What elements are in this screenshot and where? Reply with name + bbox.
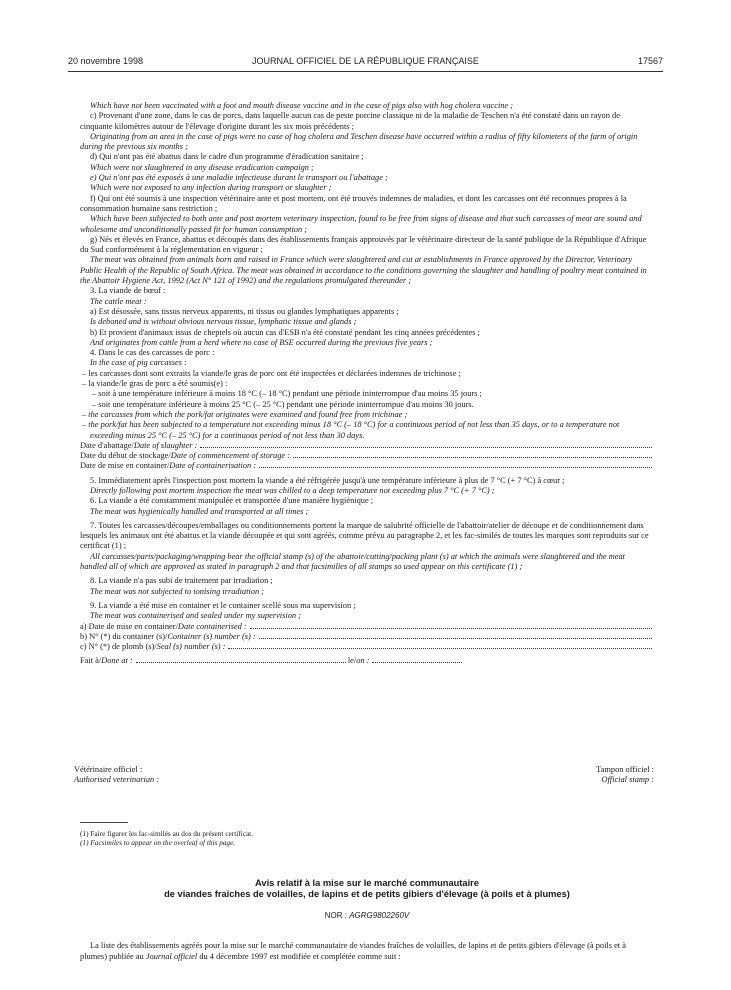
field-label: c) N° (*) de plomb (s)/ (80, 642, 157, 652)
done-at-field[interactable] (80, 656, 654, 666)
official-stamp-block (596, 765, 654, 786)
field-label: Date d'abattage/ (80, 440, 134, 450)
paragraph: Which have been subjected to both ante and post mortem veterinary inspection, found to be free from signs of disease and that such carcasses of meat are sound and wholesome and unconditionally passed fit for human consumption ; (80, 214, 642, 234)
field-label-en: Date of containerisation : (169, 461, 257, 471)
page-header (68, 56, 663, 70)
nor-label: NOR : (324, 911, 347, 920)
dotted-fill-line (293, 457, 652, 458)
section-heading: 3. La viande de bœuf : (90, 286, 166, 296)
notice-title-line: Avis relatif à la mise sur le marché communautaire (255, 878, 479, 888)
containerisation-date-field[interactable] (80, 461, 654, 471)
notice-text: La liste des établissements agréés pour la mise sur le marché communautaire de viandes fraîches de volailles, de lapins et de petits gibiers d'élevage (à poils et à plumes) publiée au (80, 941, 626, 961)
notice-text: du 4 décembre 1997 est modifiée et complétée comme suit : (197, 951, 401, 961)
header-journal-title: JOURNAL OFFICIEL DE LA RÉPUBLIQUE FRANÇAISE (252, 56, 479, 66)
section-heading: 4. Dans le cas des carcasses de porc : (90, 348, 215, 358)
paragraph: Is deboned and is without obvious nervous tissue, lymphatic tissue and glands ; (90, 317, 357, 327)
container-number-field[interactable] (80, 632, 654, 642)
field-label-en: Date containerised : (177, 621, 247, 631)
field-label-en: Container (s) number (s) : (167, 631, 256, 641)
field-label-en: Seal (s) number (s) : (156, 642, 226, 652)
seal-number-field[interactable] (80, 642, 654, 652)
paragraph: 6. La viande a été constamment manipulée et transportée d'une manière hygiénique ; (90, 496, 374, 506)
dotted-fill-line (259, 467, 652, 468)
field-label-en: Done at : (101, 656, 133, 666)
list-item: – les carcasses dont sont extraits la viande/le gras de porc ont été inspectées et déclarées indemnes de trichinose ; (82, 368, 461, 378)
dotted-fill-line (136, 662, 346, 663)
paragraph: 9. La viande a été mise en container et le container scellé sous ma supervision ; (90, 600, 356, 610)
stamp-label: Tampon officiel : (596, 765, 654, 774)
dotted-fill-line (259, 638, 652, 639)
dotted-fill-line (228, 648, 652, 649)
paragraph: b) Et provient d'animaux issus de cheptels où aucun cas d'ESB n'a été constaté pendant les cinq années précédentes ; (90, 327, 480, 337)
paragraph: a) Est désossée, sans tissus nerveux apparents, ni tissus ou glandes lymphatiques apparents ; (90, 306, 399, 316)
stamp-label-en: Official stamp : (601, 775, 654, 785)
list-item: – the carcasses from which the pork/fat originates were examined and found free from trichinae ; (82, 409, 408, 419)
nor-reference (80, 911, 654, 920)
list-subitem: – soit à une température inférieure à moins 18 °C (– 18 °C) pendant une période ininterrompue d'au moins 35 jours ; (92, 389, 482, 399)
signature-label: Vétérinaire officiel : (74, 765, 143, 774)
list-subitem: – soit une température inférieure à moins 25 °C (– 25 °C) pendant une période ininterrompue d'au moins 30 jours. (92, 399, 474, 409)
paragraph: 5. Immédiatement après l'inspection post mortem la viande a été réfrigérée jusqu'à une température inférieure à plus de 7 °C (+ 7 °C) à cœur ; (90, 475, 565, 485)
field-label-en: Date of commencement of storage : (170, 451, 291, 461)
paragraph: c) Provenant d'une zone, dans le cas de porcs, dans laquelle aucun cas de peste porcine classique ni de la maladie de Teschen n'a été constaté dans un rayon de cinquante kilomètres autour de l'élevage d'origine durant les six mois précédents ; (80, 111, 620, 131)
paragraph: 7. Toutes les carcasses/découpes/emballages ou conditionnements portent la marque de salubrité officielle de l'abattoir/atelier de découpe et de conditionnement dans lesquels les animaux ont été abattus et la viande découpée et qui sont agréés, comme prévu au paragraphe 2, et les fac-similés de toutes les marques sont reproduits sur ce certificat (1) ; (80, 520, 649, 551)
paragraph: All carcasses/parts/packaging/wrapping bear the official stamp (s) of the abattoir/cutting/packing plant (s) at which the animals were slaughtered and the meat handled all of which are approved as stated in paragraph 2 and that facsimilies of all stamps so used appear on this certificate (1) ; (80, 551, 626, 572)
paragraph: Which were not exposed to any infection during transport or slaughter ; (90, 183, 332, 193)
paragraph: The meat was hygienically handled and transported at all times ; (90, 506, 309, 516)
paragraph: d) Qui n'ont pas été abattus dans le cadre d'un programme d'éradication sanitaire ; (90, 152, 364, 162)
paragraph: The meat was not subjected to ionising irradiation ; (90, 586, 265, 596)
paragraph: Which have not been vaccinated with a foot and mouth disease vaccine and in the case of pigs also with hog cholera vaccine ; (90, 101, 514, 110)
certificate-body (80, 101, 654, 667)
dotted-fill-line (250, 628, 652, 629)
paragraph: e) Qui n'ont pas été exposés à une maladie infectieuse durant le transport ou l'abattage ; (90, 173, 388, 183)
footnote: (1) Faire figurer les fac-similés au dos du présent certificat. (80, 829, 254, 838)
notice-journal-ref: Journal officiel (145, 951, 198, 961)
notice-title-line: de viandes fraîches de volailles, de lapins et de petits gibiers d'élevage (à poils et à plumes) (164, 889, 570, 899)
container-date-field[interactable] (80, 622, 654, 632)
footnotes (80, 829, 253, 848)
nor-code: AGRG9802260V (349, 911, 410, 920)
signature-label-en: Authorised veterinarian : (74, 775, 160, 785)
paragraph: Originating from an area in the case of pigs were no case of hog cholera and Teschen disease have occurred within a radius of fifty kilometers of the farm of origin during the previous six months ; (80, 131, 638, 152)
field-label: b) N° (*) du container (s)/ (80, 631, 168, 641)
paragraph: Which were not slaughtered in any disease eradication campaign ; (90, 162, 314, 172)
section-heading-en: In the case of pig carcasses : (90, 358, 187, 368)
header-page-number: 17567 (637, 56, 663, 66)
footnote-en: (1) Facsimiles to appear on the overleaf of this page. (80, 838, 236, 848)
field-label: a) Date de mise en container/ (80, 621, 178, 631)
paragraph: The meat was containerised and sealed under my supervision ; (90, 611, 301, 621)
dotted-fill-line (372, 662, 462, 663)
header-date: 20 novembre 1998 (68, 56, 144, 66)
field-label-en: on : (356, 656, 370, 666)
veterinarian-signature-block (74, 765, 159, 786)
paragraph: The meat was obtained from animals born and raised in France which were slaughtered and cut at establishments in France approved by the Director, Veterinary Public Health of the Republic of South Africa. The meat was obtained in accordance to the conditions governing the slaughter and handling of poultry meat contained in the Abattoir Hygiene Act, 1992 (Act N° 121 of 1992) and the regulations promulgated thereunder ; (80, 255, 647, 286)
dotted-fill-line (200, 447, 652, 448)
notice-body (80, 941, 654, 962)
paragraph: And originates from cattle from a herd where no case of BSE occurred during the previous five years ; (90, 337, 433, 347)
section-heading-en: The cattle meat : (90, 296, 147, 306)
header-rule (68, 71, 663, 72)
paragraph: g) Nés et élevés en France, abattus et découpés dans des établissements français approuvés par le vétérinaire directeur de la santé publique de la République d'Afrique du Sud conformément à la réglementation en vigueur ; (80, 234, 647, 255)
paragraph: Directly following post mortem inspection the meat was chilled to a deep temperature not exceeding plus 7 °C (+ 7 °C) ; (90, 485, 495, 495)
paragraph: 8. La viande n'a pas subi de traitement par irradiation ; (90, 576, 273, 586)
list-item: – the pork/fat has been subjected to a temperature not exceeding minus 18 °C (– 18 °C) for a continuous period of not less than 35 days, or to a temperature not exceeding minus 25 °C (– 25 °C) for a continuous period of not less than 30 days. (82, 420, 620, 440)
storage-date-field[interactable] (80, 451, 654, 461)
field-label: Date de mise en container/ (80, 461, 170, 471)
field-label: le/ (347, 656, 357, 666)
list-item: – la viande/le gras de porc a été soumis(e) : (82, 379, 228, 389)
notice-title (80, 878, 654, 900)
field-label-en: Date of slaughter : (133, 440, 198, 450)
paragraph: f) Qui ont été soumis à une inspection vétérinaire ante et post mortem, ont été trouvés indemnes de maladies, et dont les carcasses ont été reconnues propres à la consommation humaine sans restriction ; (80, 193, 627, 213)
slaughter-date-field[interactable] (80, 441, 654, 451)
footnote-rule (80, 822, 128, 823)
field-label: Fait à/ (80, 656, 102, 666)
field-label: Date du début de stockage/ (80, 451, 171, 461)
